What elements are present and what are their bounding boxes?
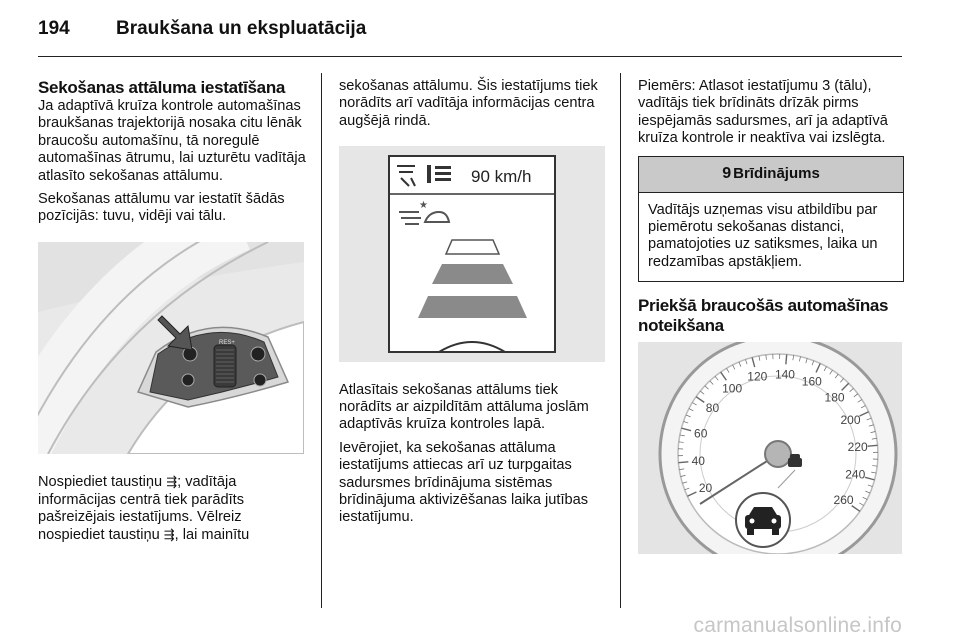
gauge-label: 220 <box>847 440 868 455</box>
paragraph: Piemērs: Atlasot iestatījumu 3 (tālu), vadītājs tiek brīdināts drīzāk pirms iespējamās sadursmes, arī ja adaptīvā kruīza kontrole ir neaktīva vai izslēgta. <box>638 78 888 147</box>
running-title: Braukšana un ekspluatācija <box>116 18 367 39</box>
watermark: carmanualsonline.info <box>693 614 902 637</box>
gauge-label: 260 <box>833 493 854 508</box>
speedometer-illustration <box>638 342 902 554</box>
para3-part-b: ; vadītāja informācijas centrā tiek parādīts pašreizējais iestatījums. Vēlreiz nospiediet taustiņu <box>38 474 245 544</box>
needle-hub <box>765 441 791 467</box>
warning-box <box>638 156 904 283</box>
column-divider-2 <box>620 73 621 608</box>
warning-header <box>639 157 903 193</box>
gauge-label: 180 <box>824 390 845 405</box>
paragraph: Ja adaptīvā kruīza kontrole automašīnas braukšanas trajektorijā nosaka citu lēnāk braucošu automašīnu, tā noregulē automašīnas ātrumu, lai uzturētu vadītāja atlasīto sekošanas attālumu. <box>38 98 306 184</box>
warning-text: Vadītājs uzņemas visu atbildību par piemērotu sekošanas distanci, pamatojoties uz satiksmes, laika un redzamības apstākļiem. <box>648 201 878 270</box>
gauge-label: 80 <box>705 401 720 416</box>
paragraph <box>38 473 306 545</box>
section-heading: Sekošanas attāluma iestatīšana <box>38 78 286 97</box>
column-1 <box>38 78 306 551</box>
gauge-label: 60 <box>694 426 708 441</box>
steering-wheel-illustration <box>38 242 304 454</box>
paragraph: sekošanas attālumu. Šis iestatījums tiek norādīts arī vadītāja informācijas centra augšējā rindā. <box>339 78 598 129</box>
gauge-label: 200 <box>840 413 861 428</box>
gauge-label: 140 <box>774 367 795 382</box>
gauge-tick <box>786 355 787 365</box>
display-speed: 90 km/h <box>471 167 532 187</box>
svg-text:★: ★ <box>419 200 428 212</box>
distance-bars-icon <box>427 165 451 183</box>
header-rule <box>38 56 902 57</box>
gauge-label: 100 <box>722 381 743 396</box>
gauge-label: 120 <box>747 369 768 384</box>
gauge-tick <box>678 462 688 463</box>
gauge-tick <box>868 446 878 447</box>
page-header <box>38 18 366 40</box>
column-3 <box>638 78 904 560</box>
para3-part-a: Nospiediet taustiņu <box>38 474 167 491</box>
paragraph: Atlasītais sekošanas attālums tiek norādīts ar aizpildītām attāluma joslām adaptīvās kruīza kontroles lapā. <box>339 381 589 433</box>
para3-part-c: , lai mainītu <box>174 527 250 544</box>
follow-distance-key-icon: ⇶ <box>166 474 178 490</box>
column-2 <box>339 78 607 533</box>
sub-heading: Priekšā braucošās automašīnas noteikšana <box>638 296 889 336</box>
column-divider-1 <box>321 73 322 608</box>
follow-distance-key-icon: ⇶ <box>163 527 175 543</box>
driver-info-display-illustration <box>339 146 605 362</box>
warning-triangle-icon: 9 <box>722 165 732 183</box>
gauge-label: 40 <box>691 454 705 469</box>
warning-title: Brīdinājums <box>733 165 820 183</box>
paragraph: Ievērojiet, ka sekošanas attāluma iestatījums attiecas arī uz turpgaitas sadursmes brīdinājuma sistēmas brīdinājuma aktivizēšanas laika jutības iestatījumu. <box>339 439 589 526</box>
gauge-label: 160 <box>801 374 822 389</box>
vehicle-detected-icon-small <box>788 454 802 467</box>
page-number: 194 <box>38 18 70 39</box>
gauge-label: 240 <box>845 467 866 482</box>
wheel-button-label: RES+ <box>219 339 235 346</box>
gauge-label: 20 <box>698 481 713 496</box>
paragraph: Sekošanas attālumu var iestatīt šādās pozīcijās: tuvu, vidēji vai tālu. <box>38 191 285 225</box>
